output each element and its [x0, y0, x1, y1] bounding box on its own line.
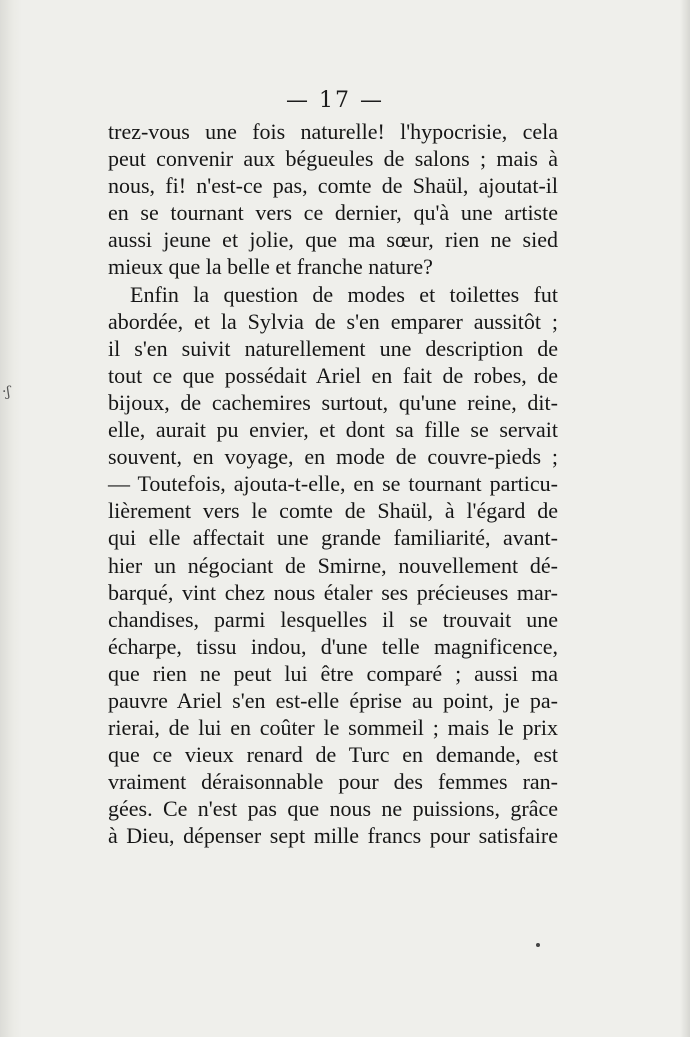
text-line: qui elle affectait une grande familiarité, avant- — [108, 525, 558, 551]
text-line: elle, aurait pu envier, et dont sa fille se servait — [108, 417, 558, 443]
text-line: chandises, parmi lesquelles il se trouvait une — [108, 606, 558, 632]
text-line: que rien ne peut lui être comparé ; aussi ma — [108, 660, 558, 686]
text-line: gées. Ce n'est pas que nous ne puissions, grâce — [108, 796, 558, 822]
text-line: tout ce que possédait Ariel en fait de robes, de — [108, 362, 558, 388]
text-line: vraiment déraisonnable pour des femmes ran- — [108, 769, 558, 795]
text-line: aussi jeune et jolie, que ma sœur, rien ne sied — [108, 227, 558, 253]
text-line: trez-vous une fois naturelle! l'hypocrisie, cela — [108, 119, 558, 144]
margin-mark: ·ʃ — [2, 384, 11, 400]
page-number: — 17 — — [286, 88, 384, 113]
text-line: lièrement vers le comte de Shaül, à l'égard de — [108, 498, 558, 524]
page-edge-shadow — [680, 0, 690, 1037]
text-line: en se tournant vers ce dernier, qu'à une artiste — [108, 200, 558, 226]
page-gutter-shadow — [0, 0, 22, 1037]
text-line: bijoux, de cachemires surtout, qu'une reine, dit- — [108, 389, 558, 415]
body-text — [108, 118, 558, 850]
text-line: rierai, de lui en coûter le sommeil ; mais le prix — [108, 715, 558, 741]
text-line: souvent, en voyage, en mode de couvre-pieds ; — [108, 444, 558, 470]
text-line: barqué, vint chez nous étaler ses précieuses mar- — [108, 579, 558, 605]
text-line: mieux que la belle et franche nature? — [108, 254, 433, 280]
text-line: hier un négociant de Smirne, nouvellement dé- — [108, 552, 558, 578]
text-line: il s'en suivit naturellement une description de — [108, 335, 558, 361]
paper-speck — [536, 943, 540, 947]
text-line: abordée, et la Sylvia de s'en emparer aussitôt ; — [108, 308, 558, 334]
text-line: nous, fi! n'est-ce pas, comte de Shaül, ajoutat-il — [108, 173, 558, 199]
text-line: Enfin la question de modes et toilettes fut — [130, 281, 558, 307]
text-line: à Dieu, dépenser sept mille francs pour satisfaire — [108, 823, 558, 849]
text-line: pauvre Ariel s'en est-elle éprise au point, je pa- — [108, 687, 558, 713]
text-line: peut convenir aux bégueules de salons ; mais à — [108, 146, 558, 172]
text-line: que ce vieux renard de Turc en demande, est — [108, 742, 558, 768]
text-line: écharpe, tissu indou, d'une telle magnificence, — [108, 633, 558, 659]
text-line: — Toutefois, ajouta-t-elle, en se tournant particu- — [108, 471, 558, 497]
